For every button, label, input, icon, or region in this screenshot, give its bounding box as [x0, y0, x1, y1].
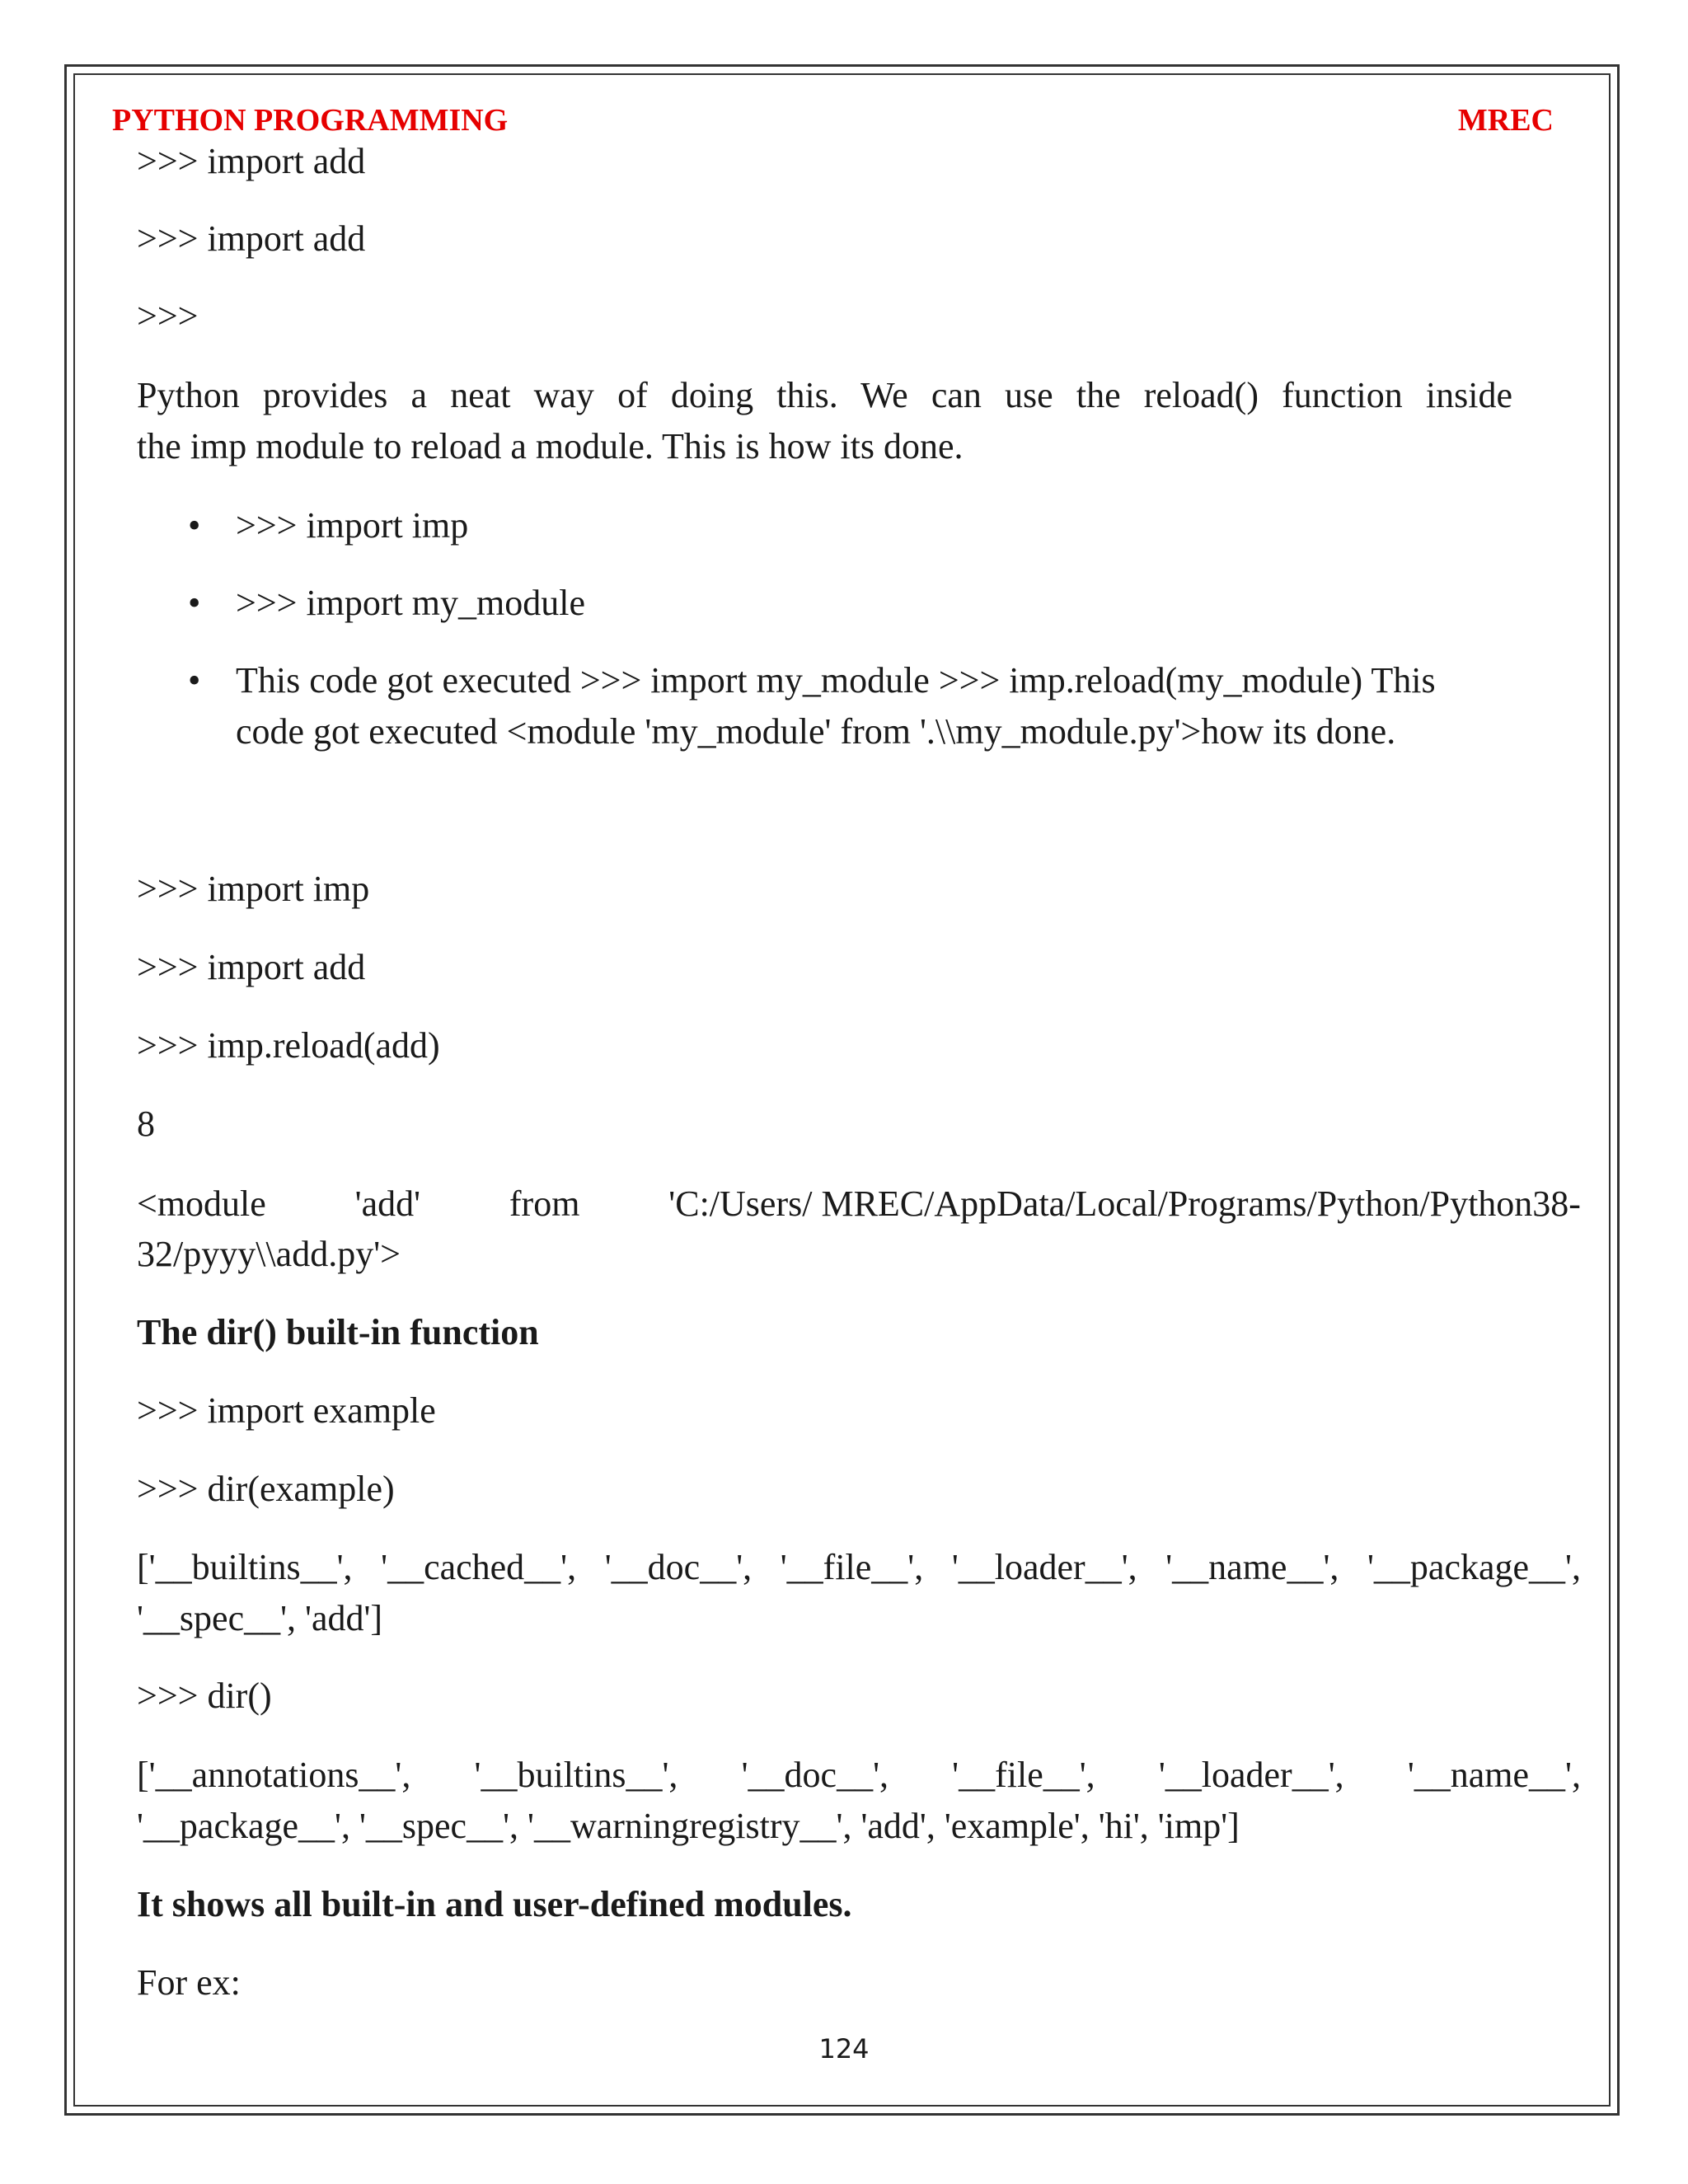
module-output-row — [137, 1183, 1581, 1226]
bullet-marker: • — [188, 583, 201, 623]
output-token: '__file__', — [952, 1755, 1095, 1795]
output-token: '__doc__', — [604, 1547, 753, 1587]
bullet-line: This code got executed >>> import my_module >>> imp.reload(my_module) This — [236, 660, 1436, 701]
output-token: 'C:/Users/ MREC/AppData/Local/Programs/Python/Python38- — [668, 1183, 1581, 1224]
bullet-line: code got executed <module 'my_module' from '.\\my_module.py'>how its done. — [236, 711, 1396, 752]
code-line: >>> import example — [137, 1390, 436, 1431]
output-line: '__spec__', 'add'] — [137, 1598, 383, 1638]
output-token: <module — [137, 1183, 266, 1224]
bullet-item — [236, 655, 1436, 757]
code-line: >>> import add — [137, 141, 366, 181]
bullet-marker: • — [188, 660, 201, 701]
code-line: >>> import add — [137, 218, 366, 259]
paragraph-reload — [137, 370, 1512, 472]
output-token: '__loader__', — [951, 1547, 1137, 1587]
code-line: >>> — [137, 296, 199, 336]
section-heading: The dir() built-in function — [137, 1312, 539, 1352]
output-token: '__name__', — [1407, 1755, 1581, 1795]
output-line: 8 — [137, 1104, 155, 1144]
page-number: 124 — [818, 2033, 870, 2064]
code-line: >>> dir() — [137, 1675, 272, 1716]
output-token: from — [509, 1183, 580, 1224]
output-token: '__doc__', — [741, 1755, 889, 1795]
output-token: '__builtins__', — [474, 1755, 678, 1795]
paragraph-line: the imp module to reload a module. This is how its done. — [137, 426, 964, 466]
code-line: >>> imp.reload(add) — [137, 1025, 440, 1066]
section-heading: It shows all built-in and user-defined modules. — [137, 1884, 852, 1924]
header-college: MREC — [1457, 103, 1554, 138]
output-token: '__file__', — [780, 1547, 924, 1587]
paragraph-line: Python provides a neat way of doing this. We can use the reload() function inside — [137, 375, 1512, 415]
output-token: ['__annotations__', — [137, 1755, 411, 1795]
bullet-item: >>> import imp — [236, 505, 469, 546]
output-token: '__package__', — [1367, 1547, 1581, 1587]
dir-output-row — [137, 1546, 1581, 1589]
output-token: '__loader__', — [1158, 1755, 1344, 1795]
code-line: >>> dir(example) — [137, 1469, 395, 1509]
output-line: '__package__', '__spec__', '__warningregistry__', 'add', 'example', 'hi', 'imp'] — [137, 1806, 1240, 1846]
output-line: 32/pyyy\\add.py'> — [137, 1234, 401, 1274]
code-line: >>> import add — [137, 947, 366, 987]
dir-output-row — [137, 1754, 1581, 1797]
code-line: >>> import imp — [137, 869, 370, 909]
bullet-marker: • — [188, 505, 201, 546]
body-line: For ex: — [137, 1962, 241, 2003]
header-title: PYTHON PROGRAMMING — [112, 103, 509, 138]
output-token: '__cached__', — [381, 1547, 577, 1587]
output-token: ['__builtins__', — [137, 1547, 353, 1587]
output-token: 'add' — [354, 1183, 421, 1224]
output-token: '__name__', — [1165, 1547, 1339, 1587]
bullet-item: >>> import my_module — [236, 583, 585, 623]
